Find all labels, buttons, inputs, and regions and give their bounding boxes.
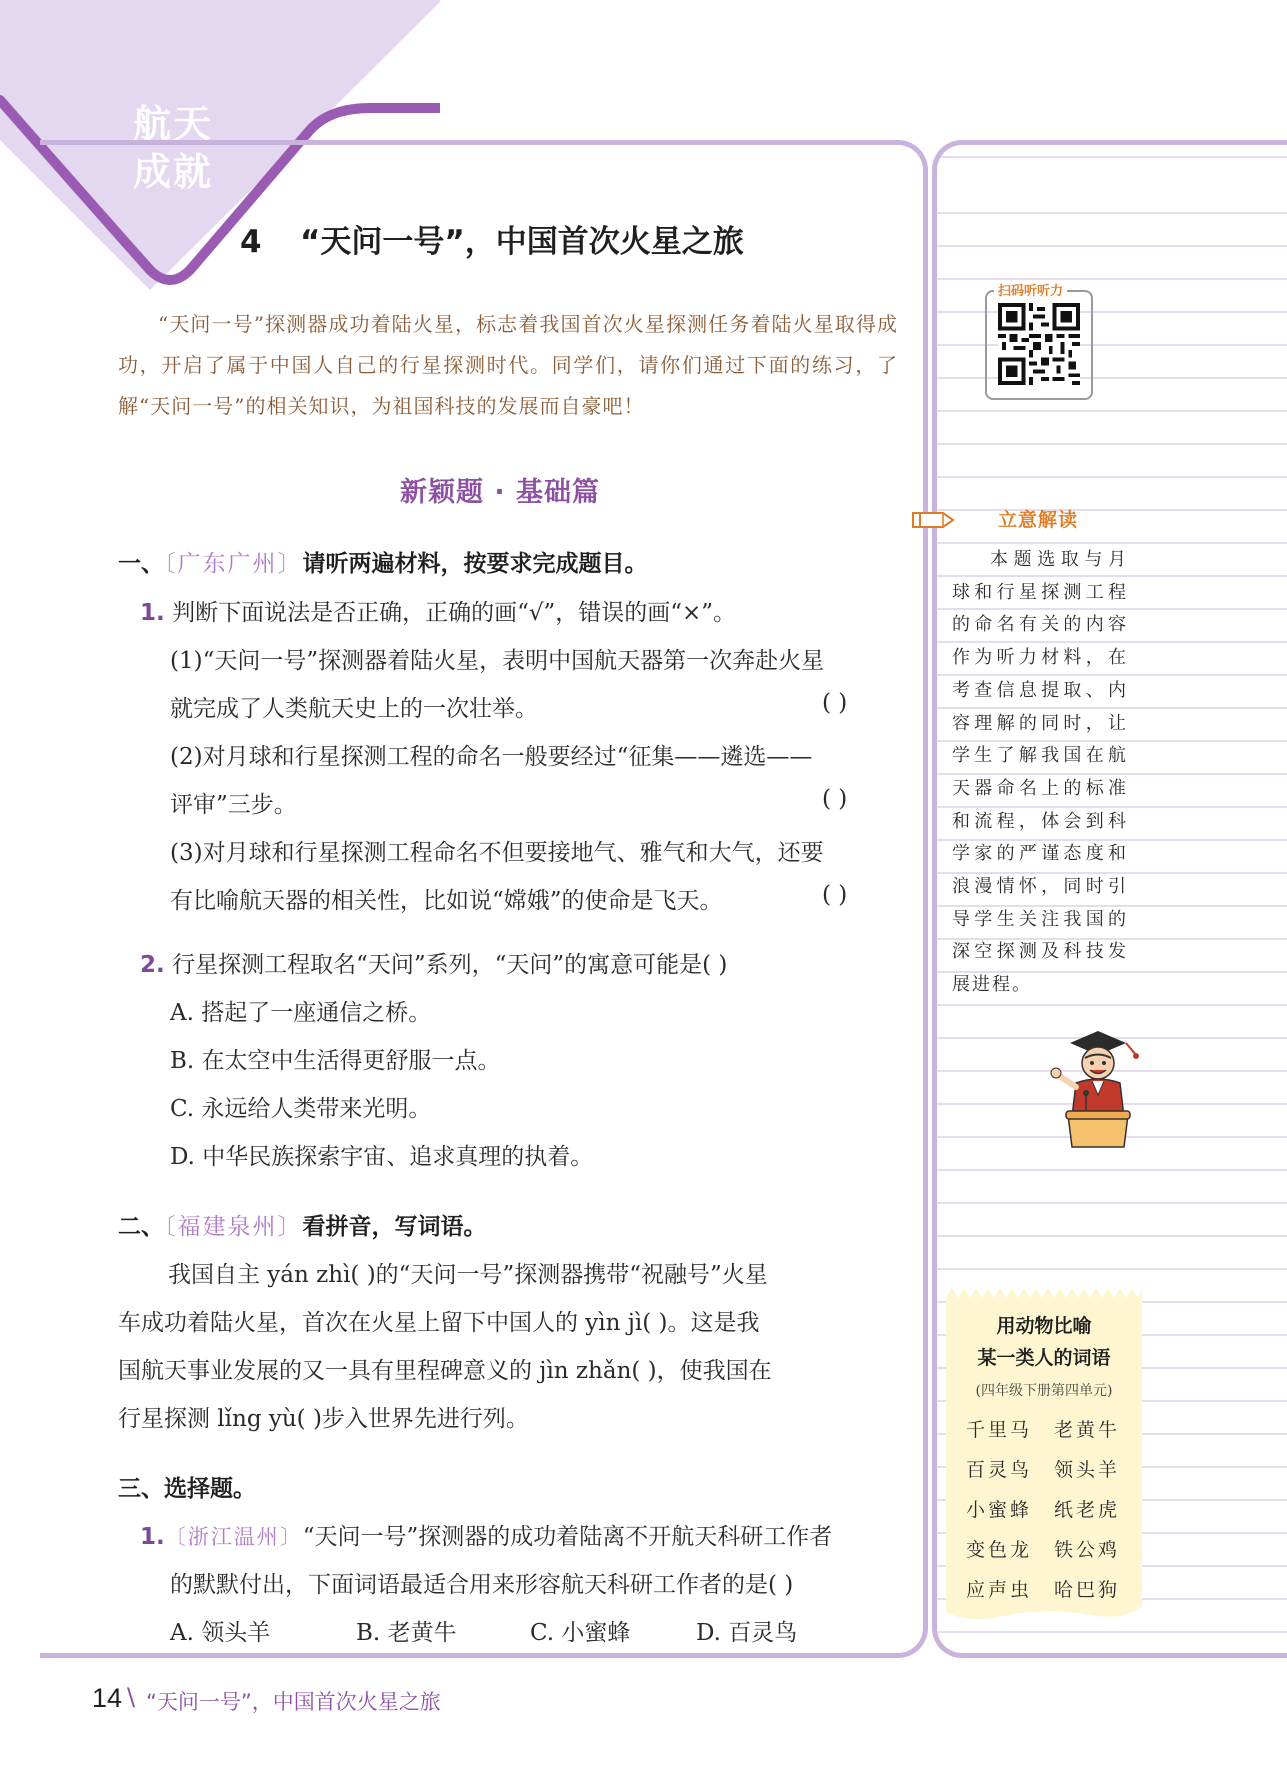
lesson-title-text: “天问一号”，中国首次火星之旅 [300,224,744,260]
question-2-prefix: 二、 [118,1214,164,1240]
q2-line-2: 车成功着陆火星，首次在火星上留下中国人的 yìn jì( )。这是我 [118,1310,760,1336]
analysis-note-title: 立意解读 [998,509,1079,531]
vocabulary-word: 应声虫 [966,1579,1033,1601]
vocabulary-word: 千里马 [966,1419,1033,1441]
category-label-line1: 航天 [132,102,213,146]
q1-sub1-number: 1. [140,600,165,626]
q1-item3-answer-blank[interactable]: ( ) [822,882,848,908]
q1-sub2-line [140,946,727,979]
q1-sub1-text: 判断下面说法是否正确，正确的画“√”，错误的画“×”。 [172,600,737,626]
vocabulary-word: 变色龙 [966,1539,1033,1561]
q1-sub2-number: 2. [140,952,165,978]
q1-item2-answer-blank[interactable]: ( ) [822,786,848,812]
q2-line-1: 我国自主 yán zhì( )的“天问一号”探测器携带“祝融号”火星 [168,1262,768,1288]
q1-item1-line2: 就完成了人类航天史上的一次壮举。 [170,696,538,722]
q1-item3-line2: 有比喻航天器的相关性，比如说“嫦娥”的使命是飞天。 [170,888,723,914]
q3-line-1 [140,1518,832,1551]
q1-sub2-option-b: B. 在太空中生活得更舒服一点。 [170,1048,501,1074]
q3-region: 〔浙江温州〕 [164,1525,303,1549]
pencil-icon [910,508,956,532]
vocabulary-word: 领头羊 [1054,1459,1121,1481]
vocabulary-title-line1: 用动物比喻 [996,1315,1092,1337]
question-3-heading: 三、选择题。 [118,1476,256,1502]
footer-title: “天问一号”，中国首次火星之旅 [146,1690,441,1714]
q1-sub2-text: 行星探测工程取名“天问”系列，“天问”的寓意可能是( ) [172,952,728,978]
q3-option-b: B. 老黄牛 [356,1620,457,1646]
vocabulary-subtitle: (四年级下册第四单元) [975,1383,1113,1399]
qr-code-icon[interactable] [998,303,1080,385]
q1-sub2-option-d: D. 中华民族探索宇宙、追求真理的执着。 [170,1144,594,1170]
q1-item2-line2: 评审”三步。 [170,792,297,818]
question-2-heading [118,1208,487,1241]
vocabulary-title [944,1310,1144,1374]
q1-sub2-option-a: A. 搭起了一座通信之桥。 [170,1000,432,1026]
question-1-prefix: 一、 [118,551,164,577]
section-heading: 新颖题 · 基础篇 [400,477,601,508]
question-2-region: 〔福建泉州〕 [164,1214,303,1240]
vocabulary-word: 铁公鸡 [1054,1539,1121,1561]
q2-line-4: 行星探测 lǐng yù( )步入世界先进行列。 [118,1406,529,1432]
analysis-note-text: 本题选取与月球和行星探测工程的命名有关的内容作为听力材料，在考查信息提取、内容理解的同时，让学生了解我国在航天器命名上的标准和流程，体会到科学家的严谨态度和浪漫情怀，同时引导学生关注我国的深空探测及科技发展进程。 [952,549,1128,996]
question-1-text: 请听两遍材料，按要求完成题目。 [302,551,648,577]
vocabulary-word: 小蜜蜂 [966,1499,1033,1521]
q3-number: 1. [140,1524,165,1550]
q1-sub2-option-c: C. 永远给人类带来光明。 [170,1096,432,1122]
q3-option-a: A. 领头羊 [170,1620,271,1646]
q1-item2-line1: (2)对月球和行星探测工程的命名一般要经过“征集——遴选—— [170,744,813,770]
q1-item1-line1: (1)“天问一号”探测器着陆火星，表明中国航天器第一次奔赴火星 [170,648,825,674]
q2-line-3: 国航天事业发展的又一具有里程碑意义的 jìn zhǎn( )，使我国在 [118,1358,772,1384]
vocabulary-word: 纸老虎 [1054,1499,1121,1521]
lesson-title [240,216,744,261]
qr-code-label: 扫码听听力 [994,280,1067,299]
q1-item1-answer-blank[interactable]: ( ) [822,690,848,716]
q3-line-2: 的默默付出，下面词语最适合用来形容航天科研工作者的是( ) [170,1572,794,1598]
q1-item3-line1: (3)对月球和行星探测工程命名不但要接地气、雅气和大气，还要 [170,840,824,866]
question-1-region: 〔广东广州〕 [164,551,303,577]
intro-paragraph: “天问一号”探测器成功着陆火星，标志着我国首次火星探测任务着陆火星取得成功，开启了属于中国人自己的行星探测时代。同学们，请你们通过下面的练习，了解“天问一号”的相关知识，为祖国科技的发展而自豪吧！ [118,312,898,418]
page-number: 14 [92,1683,123,1713]
q3-option-c: C. 小蜜蜂 [530,1620,631,1646]
q3-text-1: “天问一号”探测器的成功着陆离不开航天科研工作者 [302,1524,833,1550]
vocabulary-word: 哈巴狗 [1054,1579,1121,1601]
teacher-illustration [1040,1025,1150,1155]
vocabulary-word: 百灵鸟 [966,1459,1033,1481]
lesson-number: 4 [240,224,262,260]
vocabulary-word: 老黄牛 [1054,1419,1121,1441]
question-1-heading [118,545,648,578]
q3-option-d: D. 百灵鸟 [696,1620,798,1646]
category-label-line2: 成就 [132,150,213,194]
q1-sub1-line [140,594,736,627]
vocabulary-title-line2: 某一类人的词语 [977,1347,1111,1369]
footer-separator: \ [127,1683,136,1711]
question-2-text: 看拼音，写词语。 [302,1214,487,1240]
